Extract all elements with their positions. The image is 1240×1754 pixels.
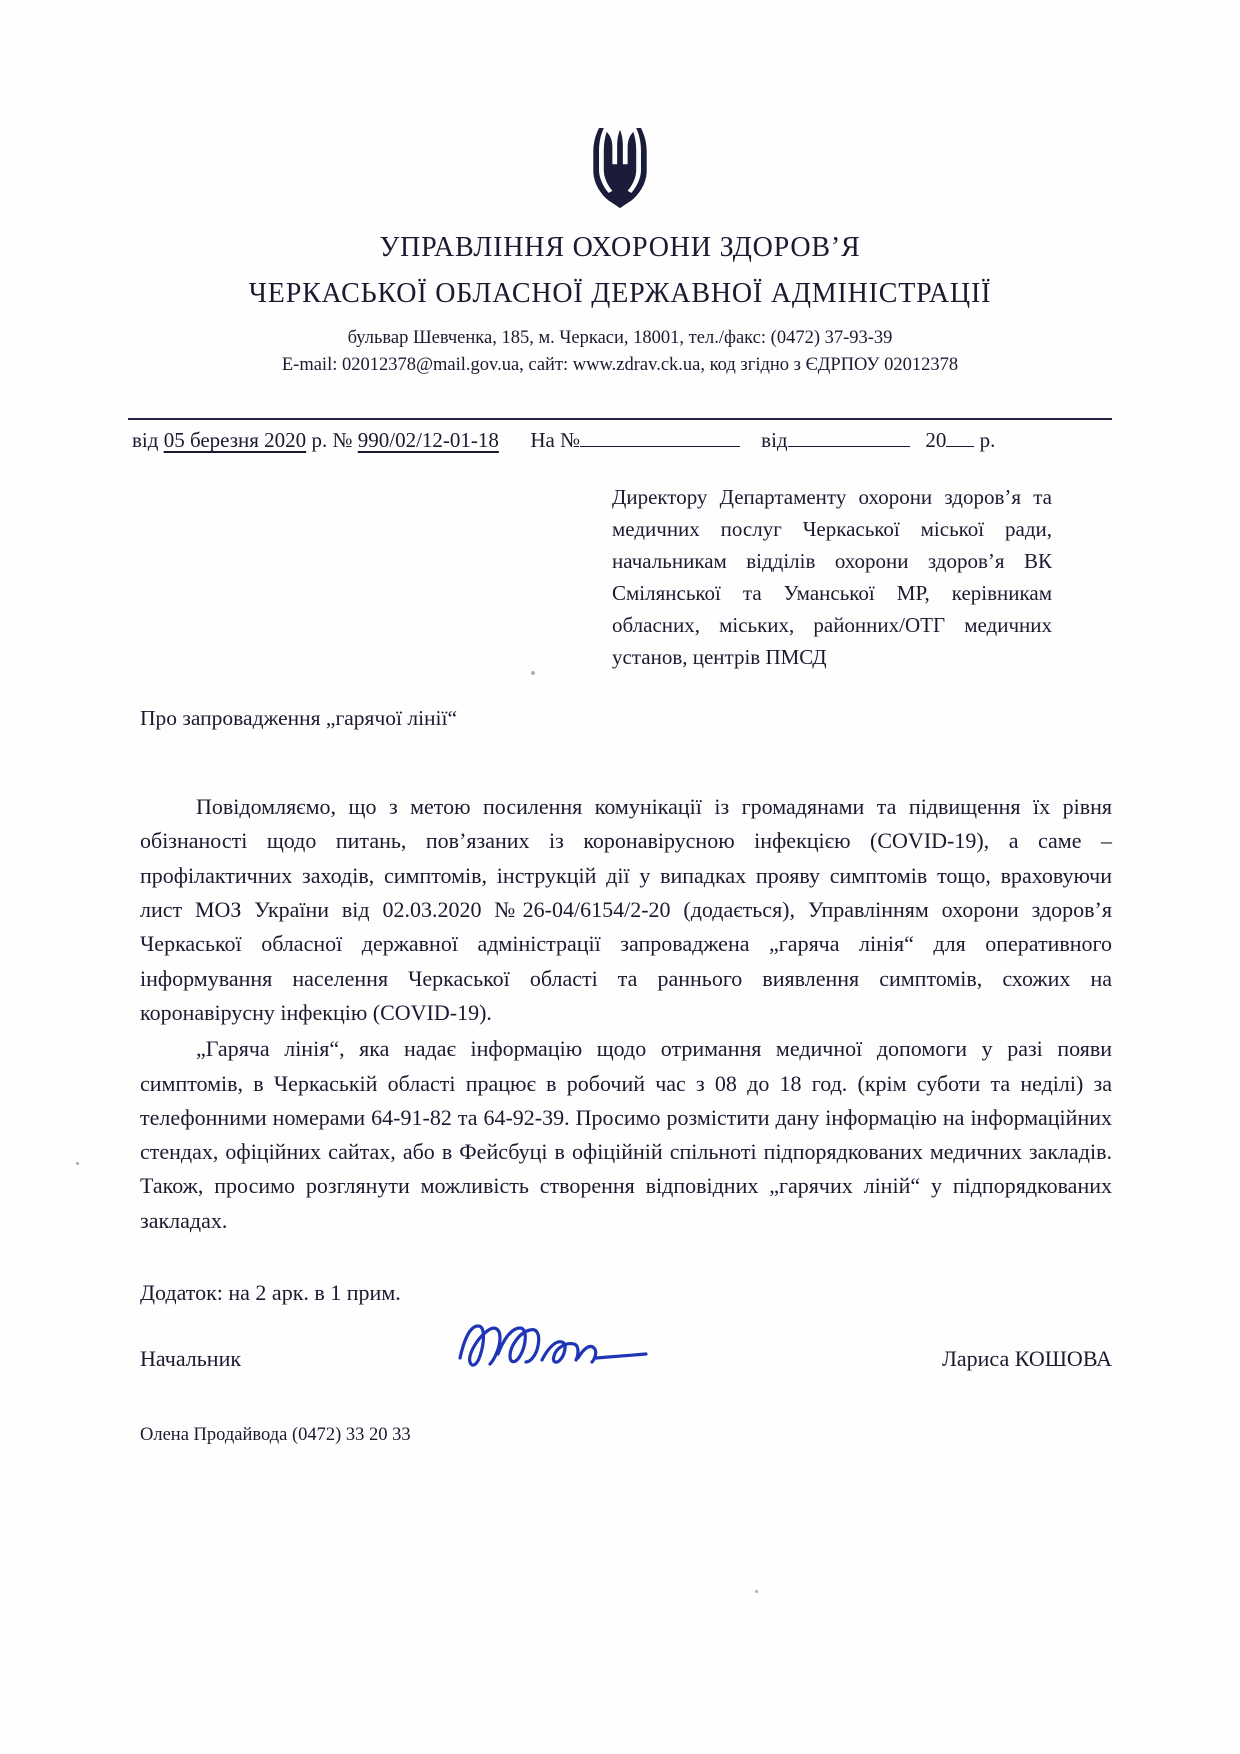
appendix-note: Додаток: на 2 арк. в 1 прим. xyxy=(140,1280,401,1305)
reg-number-label: № xyxy=(332,428,353,452)
org-email-line: E-mail: 02012378@mail.gov.ua, сайт: www.zdrav.ck.ua, код згідно з ЄДРПОУ 02012378 xyxy=(281,355,959,375)
body-paragraph-1: Повідомляємо, що з метою посилення комунікації із громадянами та підвищення їх рівня обізнаності щодо питань, пов’язаних із коронавірусною інфекцією (COVID-19), а саме – профілактичних заходів, симптомів, інструкцій дії у випадках прояву симптомів тощо, враховуючи лист МОЗ України від 02.03.2020 №26-04/6154/2-20 (додається), Управлінням охорони здоров’я Черкаської обласної державної адміністрації запроваджена „гаряча лінія“ для оперативного інформування населення Черкаської області та раннього виявлення симптомів, схожих на коронавірусну інфекцію (COVID-19). xyxy=(140,794,1112,1025)
reply-year-blank xyxy=(946,430,974,447)
org-address-line: бульвар Шевченка, 185, м. Черкаси, 18001, тел./факс: (0472) 37-93-39 xyxy=(347,328,893,348)
reply-number-blank xyxy=(580,430,740,447)
body-paragraph-2: „Гаряча лінія“, яка надає інформацію щодо отримання медичної допомоги у разі появи симптомів, в Черкаській області працює в робочий час з 08 до 18 год. (крім суботи та неділі) за телефонними номерами 64-91-82 та 64-92-39. Просимо розмістити дану інформацію на інформаційних стендах, офіційних сайтах, або в Фейсбуці в офіційній спільноті підпорядкованих медичних закладів. Також, просимо розглянути можливість створення відповідних „гарячих ліній“ у підпорядкованих закладах. xyxy=(140,1036,1112,1233)
reply-date-blank xyxy=(788,430,910,447)
addressee-block: Директору Департаменту охорони здоров’я та медичних послуг Черкаської міської ради, начальникам відділів охорони здоров’я ВК Смілянської та Уманської МР, керівникам обласних, міських, районних/ОТГ медичних установ, центрів ПМСД xyxy=(612,485,1052,669)
org-title-line-2: ЧЕРКАСЬКОЇ ОБЛАСНОЇ ДЕРЖАВНОЇ АДМІНІСТРАЦІЇ xyxy=(248,278,992,309)
subject-line: Про запровадження „гарячої лінії“ xyxy=(140,706,458,730)
reg-from-label: від xyxy=(132,428,159,452)
reply-from-label: від xyxy=(761,428,788,452)
reply-number-label: На № xyxy=(530,428,581,452)
signatory-name: Лариса КОШОВА xyxy=(941,1346,1112,1371)
scan-speck xyxy=(76,1162,79,1165)
body-text xyxy=(140,790,1112,1238)
organisation-header xyxy=(0,232,1240,376)
emblem-container xyxy=(0,128,1240,215)
scan-speck xyxy=(531,671,535,675)
signatory-title: Начальник xyxy=(140,1346,242,1371)
scan-speck xyxy=(755,1590,758,1593)
header-divider xyxy=(128,418,1112,420)
reg-year-word: р. xyxy=(311,428,328,452)
reply-year-suffix: р. xyxy=(979,428,996,452)
ukraine-trident-emblem-icon xyxy=(591,128,649,210)
handwritten-signature-icon xyxy=(450,1314,680,1378)
reg-date-value: 05 березня 2020 xyxy=(163,428,307,452)
reg-number-value: 990/02/12-01-18 xyxy=(357,428,499,452)
registration-line xyxy=(132,428,1132,453)
org-title-line-1: УПРАВЛІННЯ ОХОРОНИ ЗДОРОВ’Я xyxy=(379,232,861,263)
executor-contact: Олена Продайвода (0472) 33 20 33 xyxy=(140,1425,411,1445)
reply-year-value: 20 xyxy=(925,428,947,452)
